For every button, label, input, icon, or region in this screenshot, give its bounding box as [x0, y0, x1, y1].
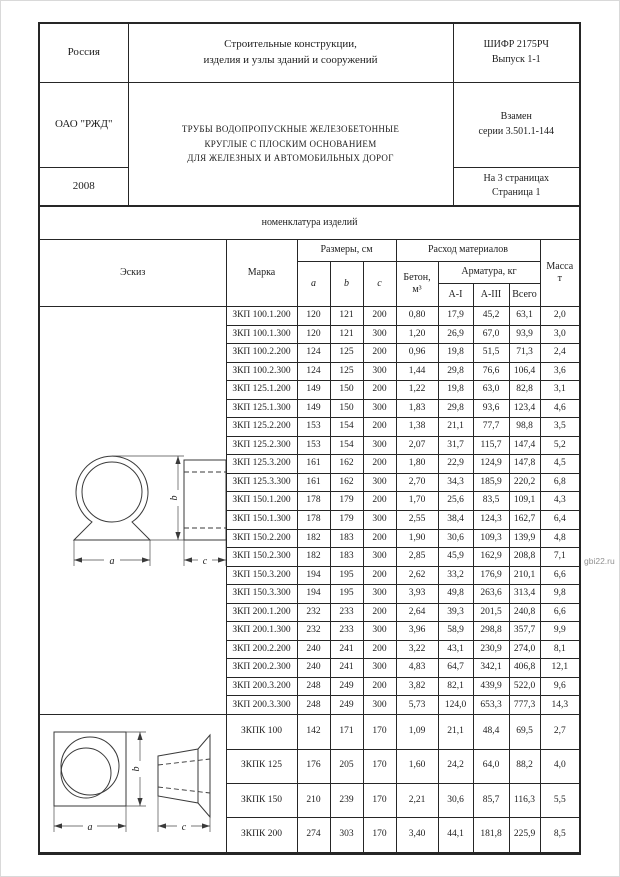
value-cell: 1,09: [396, 715, 438, 749]
value-cell: 313,4: [509, 585, 540, 604]
column-header-rebar-group: Арматура, кг: [438, 262, 540, 284]
value-cell: 300: [363, 511, 396, 530]
value-cell: 9,8: [540, 585, 580, 604]
mark-cell: ЗКП 150.2.200: [226, 529, 297, 548]
value-cell: 200: [363, 344, 396, 363]
value-cell: 124,3: [473, 511, 509, 530]
value-cell: 150: [330, 399, 363, 418]
value-cell: 29,8: [438, 362, 473, 381]
value-cell: 147,4: [509, 436, 540, 455]
mark-cell: ЗКП 200.1.200: [226, 603, 297, 622]
value-cell: 5,5: [540, 783, 580, 817]
column-header-concrete: [396, 262, 438, 307]
value-cell: 1,44: [396, 362, 438, 381]
value-cell: 45,2: [473, 307, 509, 326]
pages-line: На 3 страницах: [483, 172, 550, 184]
value-cell: 31,7: [438, 436, 473, 455]
value-cell: 2,4: [540, 344, 580, 363]
value-cell: 300: [363, 622, 396, 641]
value-cell: 142: [297, 715, 330, 749]
value-cell: 64,7: [438, 659, 473, 678]
value-cell: 2,07: [396, 436, 438, 455]
value-cell: 194: [297, 566, 330, 585]
value-cell: 522,0: [509, 677, 540, 696]
replaces-line: Взамен: [500, 111, 532, 122]
zkp-pipe-sketch: [40, 436, 226, 586]
value-cell: 63,0: [473, 381, 509, 400]
pages-line: Страница 1: [492, 187, 541, 199]
concrete-label-line: Бетон,: [403, 271, 431, 283]
value-cell: 125: [330, 362, 363, 381]
value-cell: 200: [363, 455, 396, 474]
value-cell: 210: [297, 783, 330, 817]
column-header-dims-group: Размеры, см: [297, 240, 396, 262]
value-cell: 162,9: [473, 548, 509, 567]
value-cell: 43,1: [438, 640, 473, 659]
value-cell: 153: [297, 436, 330, 455]
value-cell: 124: [297, 344, 330, 363]
value-cell: 4,83: [396, 659, 438, 678]
value-cell: 183: [330, 548, 363, 567]
value-cell: 93,6: [473, 399, 509, 418]
value-cell: 121: [330, 307, 363, 326]
value-cell: 205: [330, 749, 363, 783]
value-cell: 64,0: [473, 749, 509, 783]
value-cell: 38,4: [438, 511, 473, 530]
value-cell: 3,82: [396, 677, 438, 696]
value-cell: 303: [330, 818, 363, 852]
value-cell: 4,8: [540, 529, 580, 548]
value-cell: 3,22: [396, 640, 438, 659]
value-cell: 120: [297, 325, 330, 344]
value-cell: 248: [297, 696, 330, 715]
value-cell: 179: [330, 511, 363, 530]
value-cell: 208,8: [509, 548, 540, 567]
value-cell: 33,2: [438, 566, 473, 585]
dim-b-label: b: [131, 766, 142, 772]
value-cell: 225,9: [509, 818, 540, 852]
value-cell: 3,0: [540, 325, 580, 344]
mark-cell: ЗКП 125.3.300: [226, 473, 297, 492]
pages-cell: [453, 167, 580, 206]
value-cell: 147,8: [509, 455, 540, 474]
value-cell: 3,40: [396, 818, 438, 852]
value-cell: 67,0: [473, 325, 509, 344]
value-cell: 200: [363, 492, 396, 511]
value-cell: 182: [297, 548, 330, 567]
value-cell: 116,3: [509, 783, 540, 817]
value-cell: 653,3: [473, 696, 509, 715]
mass-label-line: т: [557, 273, 562, 284]
value-cell: 171: [330, 715, 363, 749]
value-cell: 3,96: [396, 622, 438, 641]
value-cell: 154: [330, 418, 363, 437]
country-cell: Россия: [39, 23, 128, 82]
value-cell: 240: [297, 640, 330, 659]
mark-cell: ЗКП 200.3.200: [226, 677, 297, 696]
value-cell: 139,9: [509, 529, 540, 548]
value-cell: 63,1: [509, 307, 540, 326]
value-cell: 5,73: [396, 696, 438, 715]
value-cell: 300: [363, 325, 396, 344]
value-cell: 2,85: [396, 548, 438, 567]
value-cell: 2,70: [396, 473, 438, 492]
value-cell: 170: [363, 818, 396, 852]
mark-cell: ЗКП 125.2.200: [226, 418, 297, 437]
value-cell: 8,1: [540, 640, 580, 659]
value-cell: 123,4: [509, 399, 540, 418]
value-cell: 3,6: [540, 362, 580, 381]
value-cell: 124,9: [473, 455, 509, 474]
value-cell: 232: [297, 622, 330, 641]
mark-cell: ЗКП 125.3.200: [226, 455, 297, 474]
value-cell: 3,93: [396, 585, 438, 604]
value-cell: 2,64: [396, 603, 438, 622]
value-cell: 161: [297, 473, 330, 492]
value-cell: 195: [330, 566, 363, 585]
column-header-aiii: А-III: [473, 284, 509, 307]
value-cell: 9,9: [540, 622, 580, 641]
mark-cell: ЗКП 125.2.300: [226, 436, 297, 455]
column-header-total: Всего: [509, 284, 540, 307]
value-cell: 239: [330, 783, 363, 817]
value-cell: 6,4: [540, 511, 580, 530]
organization-cell: ОАО "РЖД": [39, 82, 128, 167]
value-cell: 4,5: [540, 455, 580, 474]
value-cell: 88,2: [509, 749, 540, 783]
value-cell: 162,7: [509, 511, 540, 530]
value-cell: 233: [330, 603, 363, 622]
cipher-line: ШИФР 2175РЧ: [483, 39, 549, 51]
value-cell: 240: [297, 659, 330, 678]
value-cell: 178: [297, 511, 330, 530]
value-cell: 200: [363, 566, 396, 585]
value-cell: 4,6: [540, 399, 580, 418]
sketch-cell: [39, 715, 226, 853]
value-cell: 357,7: [509, 622, 540, 641]
sketch-cell: [39, 307, 226, 715]
value-cell: 25,6: [438, 492, 473, 511]
value-cell: 9,6: [540, 677, 580, 696]
value-cell: 58,9: [438, 622, 473, 641]
value-cell: 300: [363, 362, 396, 381]
value-cell: 49,8: [438, 585, 473, 604]
series-subject-cell: [128, 23, 453, 82]
empty-footer-row: [39, 852, 580, 854]
value-cell: 51,5: [473, 344, 509, 363]
mark-cell: ЗКП 150.1.300: [226, 511, 297, 530]
value-cell: 45,9: [438, 548, 473, 567]
value-cell: 1,20: [396, 325, 438, 344]
value-cell: 176,9: [473, 566, 509, 585]
year-cell: 2008: [39, 167, 128, 206]
mark-cell: ЗКПК 200: [226, 818, 297, 852]
document-title-line: КРУГЛЫЕ С ПЛОСКИМ ОСНОВАНИЕМ: [204, 138, 377, 149]
value-cell: 240,8: [509, 603, 540, 622]
value-cell: 300: [363, 585, 396, 604]
value-cell: 22,9: [438, 455, 473, 474]
mark-cell: ЗКПК 125: [226, 749, 297, 783]
value-cell: 439,9: [473, 677, 509, 696]
column-header-ai: А-I: [438, 284, 473, 307]
value-cell: 200: [363, 529, 396, 548]
value-cell: 149: [297, 399, 330, 418]
value-cell: 93,9: [509, 325, 540, 344]
value-cell: 1,60: [396, 749, 438, 783]
mark-cell: ЗКП 125.1.200: [226, 381, 297, 400]
value-cell: 241: [330, 640, 363, 659]
value-cell: 26,9: [438, 325, 473, 344]
replaces-line: серии 3.501.1-144: [478, 125, 555, 137]
watermark: gbi22.ru: [584, 556, 615, 566]
column-header-mark: Марка: [226, 240, 297, 307]
column-header-a: a: [297, 262, 330, 307]
empty-footer-cell: [39, 852, 580, 854]
value-cell: 30,6: [438, 529, 473, 548]
value-cell: 153: [297, 418, 330, 437]
value-cell: 1,38: [396, 418, 438, 437]
cipher-cell: [453, 23, 580, 82]
column-header-mass: [540, 240, 580, 307]
value-cell: 0,80: [396, 307, 438, 326]
value-cell: 77,7: [473, 418, 509, 437]
value-cell: 30,6: [438, 783, 473, 817]
value-cell: 210,1: [509, 566, 540, 585]
value-cell: 83,5: [473, 492, 509, 511]
value-cell: 2,62: [396, 566, 438, 585]
value-cell: 183: [330, 529, 363, 548]
table-row: [39, 715, 580, 749]
value-cell: 263,6: [473, 585, 509, 604]
mark-cell: ЗКП 150.2.300: [226, 548, 297, 567]
series-subject-line: изделия и узлы зданий и сооружений: [203, 53, 378, 66]
mark-cell: ЗКП 100.1.200: [226, 307, 297, 326]
value-cell: 249: [330, 677, 363, 696]
value-cell: 170: [363, 715, 396, 749]
value-cell: 2,7: [540, 715, 580, 749]
value-cell: 1,90: [396, 529, 438, 548]
zkpk-section: [39, 715, 580, 853]
value-cell: 201,5: [473, 603, 509, 622]
value-cell: 6,6: [540, 603, 580, 622]
value-cell: 300: [363, 473, 396, 492]
value-cell: 249: [330, 696, 363, 715]
value-cell: 82,1: [438, 677, 473, 696]
value-cell: 109,1: [509, 492, 540, 511]
value-cell: 181,8: [473, 818, 509, 852]
value-cell: 82,8: [509, 381, 540, 400]
column-header-sketch: Эскиз: [39, 240, 226, 307]
value-cell: 300: [363, 696, 396, 715]
value-cell: 4,0: [540, 749, 580, 783]
mark-cell: ЗКПК 150: [226, 783, 297, 817]
value-cell: 777,3: [509, 696, 540, 715]
value-cell: 124,0: [438, 696, 473, 715]
zkpk-conic-link-sketch: [40, 724, 226, 842]
value-cell: 5,2: [540, 436, 580, 455]
value-cell: 162: [330, 455, 363, 474]
value-cell: 232: [297, 603, 330, 622]
value-cell: 8,5: [540, 818, 580, 852]
mark-cell: ЗКП 150.3.300: [226, 585, 297, 604]
dim-c-label: c: [202, 555, 208, 567]
document-title-cell: [128, 82, 453, 206]
nomenclature-table: [38, 205, 581, 855]
replaces-cell: [453, 82, 580, 167]
value-cell: 233: [330, 622, 363, 641]
value-cell: 3,1: [540, 381, 580, 400]
value-cell: 1,70: [396, 492, 438, 511]
value-cell: 200: [363, 418, 396, 437]
value-cell: 2,55: [396, 511, 438, 530]
title-block-table: [38, 22, 581, 207]
value-cell: 200: [363, 603, 396, 622]
value-cell: 176: [297, 749, 330, 783]
value-cell: 300: [363, 399, 396, 418]
value-cell: 24,2: [438, 749, 473, 783]
value-cell: 6,8: [540, 473, 580, 492]
value-cell: 300: [363, 436, 396, 455]
value-cell: 14,3: [540, 696, 580, 715]
issue-line: Выпуск 1-1: [491, 53, 541, 65]
value-cell: 248: [297, 677, 330, 696]
value-cell: 220,2: [509, 473, 540, 492]
mark-cell: ЗКП 200.2.200: [226, 640, 297, 659]
value-cell: 195: [330, 585, 363, 604]
value-cell: 230,9: [473, 640, 509, 659]
value-cell: 170: [363, 783, 396, 817]
value-cell: 106,4: [509, 362, 540, 381]
value-cell: 2,0: [540, 307, 580, 326]
value-cell: 185,9: [473, 473, 509, 492]
value-cell: 241: [330, 659, 363, 678]
dim-b-label: b: [169, 495, 180, 501]
value-cell: 179: [330, 492, 363, 511]
value-cell: 3,5: [540, 418, 580, 437]
value-cell: 162: [330, 473, 363, 492]
mark-cell: ЗКПК 100: [226, 715, 297, 749]
mass-label-line: Масса: [546, 260, 574, 272]
value-cell: 12,1: [540, 659, 580, 678]
value-cell: 121: [330, 325, 363, 344]
value-cell: 149: [297, 381, 330, 400]
value-cell: 342,1: [473, 659, 509, 678]
value-cell: 2,21: [396, 783, 438, 817]
value-cell: 44,1: [438, 818, 473, 852]
value-cell: 124: [297, 362, 330, 381]
dim-a-label: a: [109, 555, 115, 567]
mark-cell: ЗКП 150.1.200: [226, 492, 297, 511]
value-cell: 274,0: [509, 640, 540, 659]
value-cell: 29,8: [438, 399, 473, 418]
value-cell: 170: [363, 749, 396, 783]
concrete-label-line: м³: [412, 284, 422, 295]
document-title-line: ТРУБЫ ВОДОПРОПУСКНЫЕ ЖЕЛЕЗОБЕТОННЫЕ: [181, 124, 400, 135]
value-cell: 178: [297, 492, 330, 511]
value-cell: 298,8: [473, 622, 509, 641]
value-cell: 406,8: [509, 659, 540, 678]
value-cell: 19,8: [438, 344, 473, 363]
table-band-title: номенклатура изделий: [39, 206, 580, 240]
column-header-c: c: [363, 262, 396, 307]
document-title-line: ДЛЯ ЖЕЛЕЗНЫХ И АВТОМОБИЛЬНЫХ ДОРОГ: [187, 152, 394, 163]
value-cell: 115,7: [473, 436, 509, 455]
mark-cell: ЗКП 200.2.300: [226, 659, 297, 678]
value-cell: 300: [363, 659, 396, 678]
mark-cell: ЗКП 100.1.300: [226, 325, 297, 344]
column-header-materials-group: Расход материалов: [396, 240, 540, 262]
value-cell: 71,3: [509, 344, 540, 363]
column-header-b: b: [330, 262, 363, 307]
value-cell: 21,1: [438, 418, 473, 437]
dim-a-label: a: [87, 822, 93, 834]
value-cell: 19,8: [438, 381, 473, 400]
value-cell: 21,1: [438, 715, 473, 749]
value-cell: 200: [363, 307, 396, 326]
value-cell: 120: [297, 307, 330, 326]
value-cell: 76,6: [473, 362, 509, 381]
mark-cell: ЗКП 100.2.300: [226, 362, 297, 381]
table-row: [39, 307, 580, 326]
value-cell: 1,80: [396, 455, 438, 474]
value-cell: 6,6: [540, 566, 580, 585]
value-cell: 4,3: [540, 492, 580, 511]
mark-cell: ЗКП 100.2.200: [226, 344, 297, 363]
value-cell: 200: [363, 640, 396, 659]
value-cell: 274: [297, 818, 330, 852]
value-cell: 182: [297, 529, 330, 548]
value-cell: 34,3: [438, 473, 473, 492]
zkp-section: [39, 307, 580, 715]
value-cell: 154: [330, 436, 363, 455]
value-cell: 194: [297, 585, 330, 604]
value-cell: 1,22: [396, 381, 438, 400]
value-cell: 125: [330, 344, 363, 363]
value-cell: 200: [363, 677, 396, 696]
mark-cell: ЗКП 125.1.300: [226, 399, 297, 418]
value-cell: 1,83: [396, 399, 438, 418]
value-cell: 300: [363, 548, 396, 567]
value-cell: 69,5: [509, 715, 540, 749]
value-cell: 200: [363, 381, 396, 400]
mark-cell: ЗКП 150.3.200: [226, 566, 297, 585]
value-cell: 150: [330, 381, 363, 400]
value-cell: 85,7: [473, 783, 509, 817]
value-cell: 39,3: [438, 603, 473, 622]
value-cell: 0,96: [396, 344, 438, 363]
mark-cell: ЗКП 200.3.300: [226, 696, 297, 715]
value-cell: 98,8: [509, 418, 540, 437]
mark-cell: ЗКП 200.1.300: [226, 622, 297, 641]
value-cell: 161: [297, 455, 330, 474]
dim-c-label: c: [181, 822, 187, 834]
series-subject-line: Строительные конструкции,: [224, 37, 357, 50]
value-cell: 7,1: [540, 548, 580, 567]
value-cell: 109,3: [473, 529, 509, 548]
value-cell: 17,9: [438, 307, 473, 326]
value-cell: 48,4: [473, 715, 509, 749]
